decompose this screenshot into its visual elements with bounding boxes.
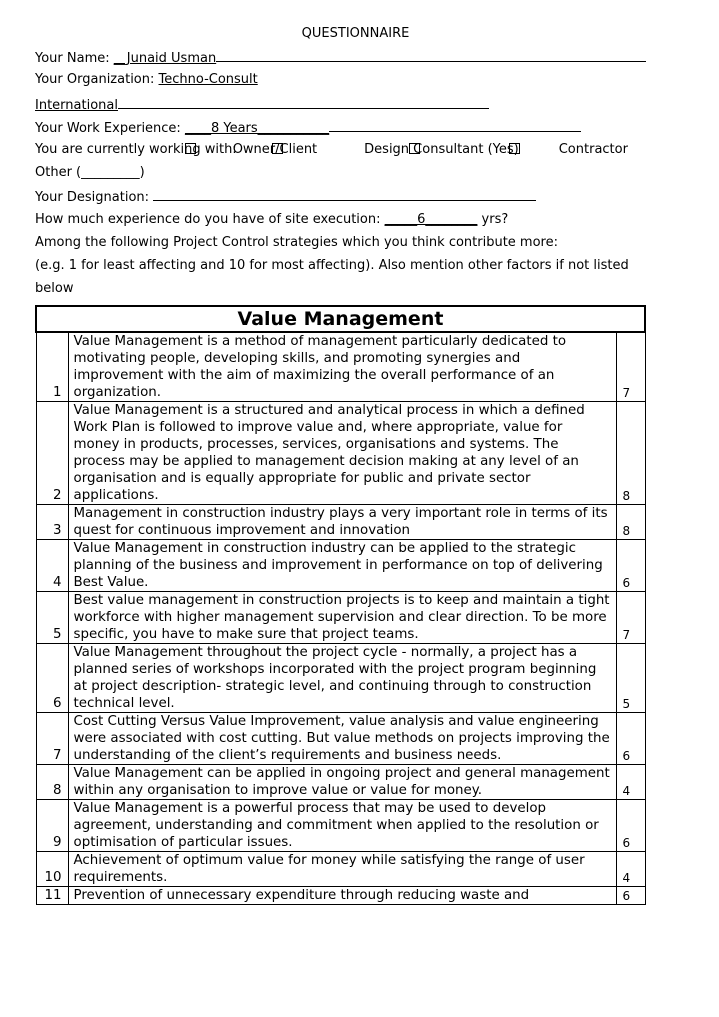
designation-label: Your Designation:: [35, 190, 154, 205]
table-row: [36, 505, 645, 540]
row-number: 8: [36, 765, 68, 800]
row-statement: Value Management is a method of management particularly dedicated to motivating people, developing skills, and promoting synergies and improvement with the aim of maximizing the overall performance of an organization.: [68, 332, 616, 402]
site-experience-label: How much experience do you have of site execution:: [35, 212, 385, 227]
instruction-line-2: (e.g. 1 for least affecting and 10 for most affecting). Also mention other factors if not listed: [35, 258, 629, 273]
instruction-line-3: below: [35, 281, 74, 296]
working-checkbox[interactable]: [185, 143, 196, 154]
row-score[interactable]: 4: [616, 765, 645, 800]
designation-blank-line[interactable]: [153, 188, 536, 201]
row-number: 10: [36, 852, 68, 887]
organization-row: [35, 72, 258, 88]
name-label: Your Name:: [35, 51, 114, 66]
page-title: QUESTIONNAIRE: [301, 26, 410, 41]
option-design-consultant[interactable]: Design Consultant (Yes): [364, 142, 519, 157]
table-row: [36, 540, 645, 592]
table-heading: Value Management: [36, 306, 645, 332]
name-value[interactable]: __Junaid Usman: [113, 51, 217, 66]
organization-value-continued[interactable]: International: [35, 98, 118, 113]
row-score[interactable]: 7: [616, 332, 645, 402]
table-row: [36, 332, 645, 402]
row-score[interactable]: 6: [616, 800, 645, 852]
table-row: [36, 713, 645, 765]
table-row: [36, 800, 645, 852]
option-contractor[interactable]: Contractor: [558, 142, 628, 157]
working-with-label: You are currently working with:: [35, 142, 237, 157]
option-other[interactable]: Other (_________): [35, 165, 145, 180]
row-number: 2: [36, 402, 68, 505]
row-statement: Value Management throughout the project cycle - normally, a project has a planned series of workshops incorporated with the project program beginning at project description- strategic level, and continuing through to construction technical level.: [68, 644, 616, 713]
row-score[interactable]: 6: [616, 713, 645, 765]
row-number: 3: [36, 505, 68, 540]
table-row: [36, 852, 645, 887]
row-statement: Value Management is a powerful process that may be used to develop agreement, understanding and commitment when applied to the resolution or optimisation of particular issues.: [68, 800, 616, 852]
row-statement: Cost Cutting Versus Value Improvement, value analysis and value engineering were associated with cost cutting. But value methods on projects improving the understanding of the client’s requirements and business needs.: [68, 713, 616, 765]
row-statement: Management in construction industry plays a very important role in terms of its quest for continuous improvement and innovation: [68, 505, 616, 540]
organization-blank-line: [118, 96, 489, 109]
row-statement: Value Management is a structured and analytical process in which a defined Work Plan is followed to improve value and, where appropriate, value for money in products, processes, services, organisations and systems. The process may be applied to management decision making at any level of an organisation and is equally appropriate for public and private sector applications.: [68, 402, 616, 505]
site-experience-value[interactable]: _____6________: [384, 212, 478, 227]
site-experience-row: [35, 212, 508, 228]
row-score[interactable]: 8: [616, 402, 645, 505]
table-row: [36, 402, 645, 505]
row-statement: Achievement of optimum value for money while satisfying the range of user requirements.: [68, 852, 616, 887]
designation-row: [35, 188, 536, 206]
row-number: 7: [36, 713, 68, 765]
row-statement: Prevention of unnecessary expenditure through reducing waste and: [68, 887, 616, 905]
organization-value[interactable]: Techno-Consult: [158, 72, 258, 87]
design-yes-checkbox[interactable]: [509, 143, 520, 154]
row-number: 4: [36, 540, 68, 592]
value-management-table: [35, 305, 646, 905]
row-score[interactable]: 5: [616, 644, 645, 713]
row-number: 5: [36, 592, 68, 644]
organization-row-2: [35, 96, 489, 114]
instruction-line-1: Among the following Project Control strategies which you think contribute more:: [35, 235, 558, 250]
row-score[interactable]: 7: [616, 592, 645, 644]
experience-value[interactable]: ____8 Years___________: [184, 121, 330, 136]
name-blank-line: [216, 49, 646, 62]
owner-client-checkbox[interactable]: [272, 143, 283, 154]
row-number: 11: [36, 887, 68, 905]
row-score[interactable]: 4: [616, 852, 645, 887]
row-score[interactable]: 8: [616, 505, 645, 540]
row-statement: Value Management can be applied in ongoing project and general management within any organisation to improve value or value for money.: [68, 765, 616, 800]
row-score[interactable]: 6: [616, 887, 645, 905]
table-row: [36, 887, 645, 905]
option-owner-client[interactable]: Owner/Client: [232, 142, 318, 157]
name-row: [35, 49, 646, 67]
other-row: [35, 165, 145, 181]
row-statement: Value Management in construction industry can be applied to the strategic planning of the business and improvement in performance on top of delivering Best Value.: [68, 540, 616, 592]
table-row: [36, 592, 645, 644]
experience-blank-line: [329, 119, 581, 132]
table-row: [36, 765, 645, 800]
organization-label: Your Organization:: [35, 72, 159, 87]
working-with-row: [35, 142, 628, 158]
design-checkbox[interactable]: [409, 143, 420, 154]
experience-row: [35, 119, 581, 137]
row-score[interactable]: 6: [616, 540, 645, 592]
row-number: 1: [36, 332, 68, 402]
row-statement: Best value management in construction projects is to keep and maintain a tight workforce with higher management supervision and clear direction. To be more specific, you have to make sure that project teams.: [68, 592, 616, 644]
experience-label: Your Work Experience:: [35, 121, 185, 136]
row-number: 9: [36, 800, 68, 852]
site-experience-unit: yrs?: [477, 212, 509, 227]
table-row: [36, 644, 645, 713]
row-number: 6: [36, 644, 68, 713]
